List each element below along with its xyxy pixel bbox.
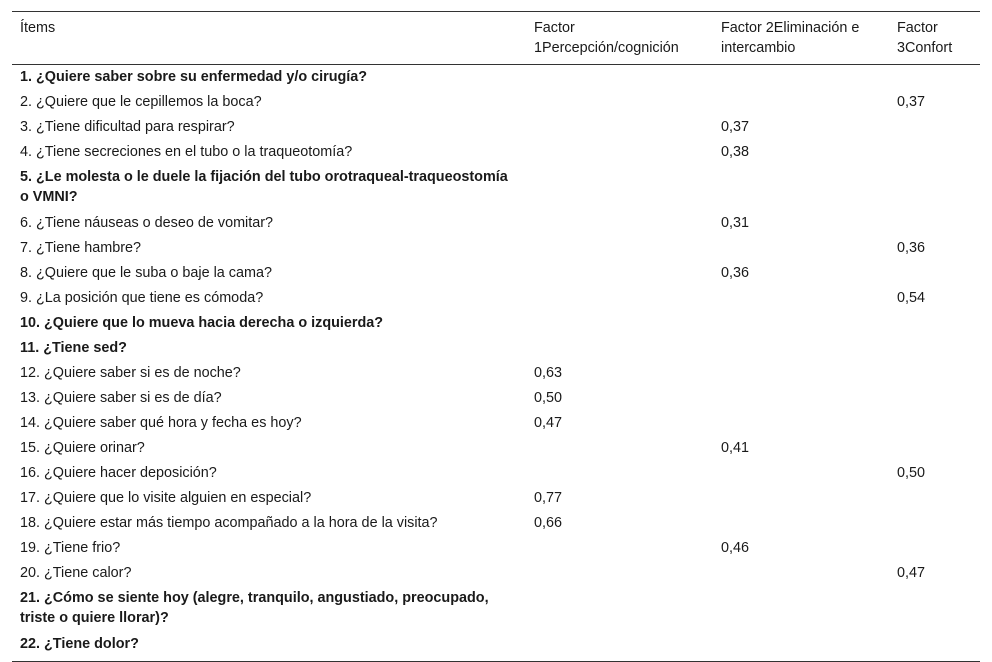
factor-1-cell bbox=[526, 536, 713, 561]
item-cell: 4. ¿Tiene secreciones en el tubo o la traqueotomía? bbox=[20, 144, 353, 160]
factor-3-cell bbox=[889, 211, 980, 236]
factor-3-cell bbox=[889, 165, 980, 211]
factor-2-cell bbox=[713, 90, 889, 115]
table-row bbox=[12, 386, 980, 411]
table-row bbox=[12, 486, 980, 511]
item-cell: 14. ¿Quiere saber qué hora y fecha es hoy? bbox=[20, 415, 302, 431]
factor-3-cell bbox=[889, 386, 980, 411]
header-factor-2: Factor 2Eliminación e intercambio bbox=[721, 20, 860, 56]
item-cell: 1. ¿Quiere saber sobre su enfermedad y/o cirugía? bbox=[20, 69, 368, 85]
factor-3-cell bbox=[889, 511, 980, 536]
table-row bbox=[12, 536, 980, 561]
factor-3-cell bbox=[889, 361, 980, 386]
factor-2-cell bbox=[713, 311, 889, 336]
item-cell: 13. ¿Quiere saber si es de día? bbox=[20, 390, 222, 406]
factor-2-cell: 0,37 bbox=[721, 119, 750, 135]
factor-3-cell: 0,54 bbox=[897, 290, 926, 306]
table-container bbox=[12, 11, 980, 662]
factor-1-cell bbox=[526, 236, 713, 261]
table-row bbox=[12, 261, 980, 286]
factor-3-cell: 0,47 bbox=[897, 565, 926, 581]
item-cell: 3. ¿Tiene dificultad para respirar? bbox=[20, 119, 235, 135]
factor-1-cell bbox=[526, 632, 713, 662]
factor-2-cell bbox=[713, 511, 889, 536]
table-row bbox=[12, 115, 980, 140]
factor-2-cell: 0,31 bbox=[721, 215, 750, 231]
factor-2-cell: 0,46 bbox=[721, 540, 750, 556]
table-row bbox=[12, 586, 980, 632]
factor-3-cell bbox=[889, 486, 980, 511]
factor-3-cell: 0,37 bbox=[897, 94, 926, 110]
factor-3-cell bbox=[889, 436, 980, 461]
factor-3-cell bbox=[889, 261, 980, 286]
factor-1-cell: 0,50 bbox=[534, 390, 563, 406]
item-cell: 10. ¿Quiere que lo mueva hacia derecha o izquierda? bbox=[20, 315, 384, 331]
factor-1-cell bbox=[526, 461, 713, 486]
factor-1-cell: 0,77 bbox=[534, 490, 563, 506]
factor-1-cell bbox=[526, 586, 713, 632]
item-cell: 19. ¿Tiene frio? bbox=[20, 540, 121, 556]
table-header bbox=[12, 12, 980, 65]
factor-2-cell: 0,41 bbox=[721, 440, 750, 456]
item-cell: 11. ¿Tiene sed? bbox=[20, 340, 127, 356]
factor-2-cell bbox=[713, 411, 889, 436]
factor-3-cell bbox=[889, 536, 980, 561]
factor-3-cell bbox=[889, 632, 980, 662]
factor-2-cell bbox=[713, 65, 889, 91]
factor-2-cell bbox=[713, 461, 889, 486]
factor-1-cell bbox=[526, 211, 713, 236]
item-cell: 20. ¿Tiene calor? bbox=[20, 565, 132, 581]
factor-1-cell bbox=[526, 436, 713, 461]
factor-1-cell bbox=[526, 286, 713, 311]
table-row bbox=[12, 461, 980, 486]
factor-loadings-table bbox=[12, 11, 980, 662]
factor-3-cell bbox=[889, 65, 980, 91]
item-cell: 22. ¿Tiene dolor? bbox=[20, 636, 139, 652]
table-row bbox=[12, 411, 980, 436]
factor-1-cell bbox=[526, 561, 713, 586]
table-body bbox=[12, 65, 980, 662]
factor-3-cell bbox=[889, 586, 980, 632]
factor-2-cell bbox=[713, 561, 889, 586]
factor-3-cell bbox=[889, 115, 980, 140]
item-cell: 2. ¿Quiere que le cepillemos la boca? bbox=[20, 94, 262, 110]
factor-2-cell bbox=[713, 165, 889, 211]
item-cell: 9. ¿La posición que tiene es cómoda? bbox=[20, 290, 264, 306]
table-row bbox=[12, 165, 980, 211]
factor-1-cell bbox=[526, 165, 713, 211]
table-row bbox=[12, 140, 980, 165]
factor-1-cell bbox=[526, 65, 713, 91]
factor-3-cell: 0,36 bbox=[897, 240, 926, 256]
table-row bbox=[12, 311, 980, 336]
table-row bbox=[12, 65, 980, 91]
factor-2-cell bbox=[713, 336, 889, 361]
factor-1-cell bbox=[526, 311, 713, 336]
factor-1-cell bbox=[526, 261, 713, 286]
factor-2-cell: 0,38 bbox=[721, 144, 750, 160]
table-row bbox=[12, 336, 980, 361]
factor-2-cell bbox=[713, 632, 889, 662]
table-row bbox=[12, 632, 980, 662]
table-row bbox=[12, 436, 980, 461]
factor-2-cell bbox=[713, 286, 889, 311]
factor-1-cell: 0,63 bbox=[534, 365, 563, 381]
factor-3-cell bbox=[889, 311, 980, 336]
factor-1-cell: 0,66 bbox=[534, 515, 563, 531]
factor-2-cell bbox=[713, 236, 889, 261]
table-row bbox=[12, 286, 980, 311]
factor-1-cell bbox=[526, 336, 713, 361]
item-cell: 5. ¿Le molesta o le duele la fijación del tubo orotraqueal-traqueostomía o VMNI? bbox=[20, 169, 508, 205]
item-cell: 12. ¿Quiere saber si es de noche? bbox=[20, 365, 241, 381]
item-cell: 21. ¿Cómo se siente hoy (alegre, tranquilo, angustiado, preocupado, triste o quiere llorar)? bbox=[20, 590, 489, 626]
table-row bbox=[12, 511, 980, 536]
factor-1-cell: 0,47 bbox=[534, 415, 563, 431]
factor-2-cell bbox=[713, 361, 889, 386]
factor-2-cell bbox=[713, 386, 889, 411]
factor-2-cell: 0,36 bbox=[721, 265, 750, 281]
factor-1-cell bbox=[526, 90, 713, 115]
factor-1-cell bbox=[526, 140, 713, 165]
item-cell: 7. ¿Tiene hambre? bbox=[20, 240, 142, 256]
factor-3-cell: 0,50 bbox=[897, 465, 926, 481]
table-row bbox=[12, 211, 980, 236]
header-row bbox=[12, 12, 980, 65]
item-cell: 17. ¿Quiere que lo visite alguien en especial? bbox=[20, 490, 312, 506]
factor-2-cell bbox=[713, 586, 889, 632]
item-cell: 8. ¿Quiere que le suba o baje la cama? bbox=[20, 265, 272, 281]
header-items: Ítems bbox=[20, 20, 56, 36]
factor-3-cell bbox=[889, 411, 980, 436]
factor-3-cell bbox=[889, 140, 980, 165]
header-factor-1: Factor 1Percepción/cognición bbox=[534, 20, 679, 56]
item-cell: 15. ¿Quiere orinar? bbox=[20, 440, 145, 456]
factor-3-cell bbox=[889, 336, 980, 361]
item-cell: 18. ¿Quiere estar más tiempo acompañado a la hora de la visita? bbox=[20, 515, 438, 531]
header-factor-3: Factor 3Confort bbox=[897, 20, 953, 56]
factor-2-cell bbox=[713, 486, 889, 511]
table-row bbox=[12, 90, 980, 115]
table-row bbox=[12, 236, 980, 261]
item-cell: 16. ¿Quiere hacer deposición? bbox=[20, 465, 217, 481]
table-row bbox=[12, 361, 980, 386]
table-row bbox=[12, 561, 980, 586]
item-cell: 6. ¿Tiene náuseas o deseo de vomitar? bbox=[20, 215, 274, 231]
factor-1-cell bbox=[526, 115, 713, 140]
